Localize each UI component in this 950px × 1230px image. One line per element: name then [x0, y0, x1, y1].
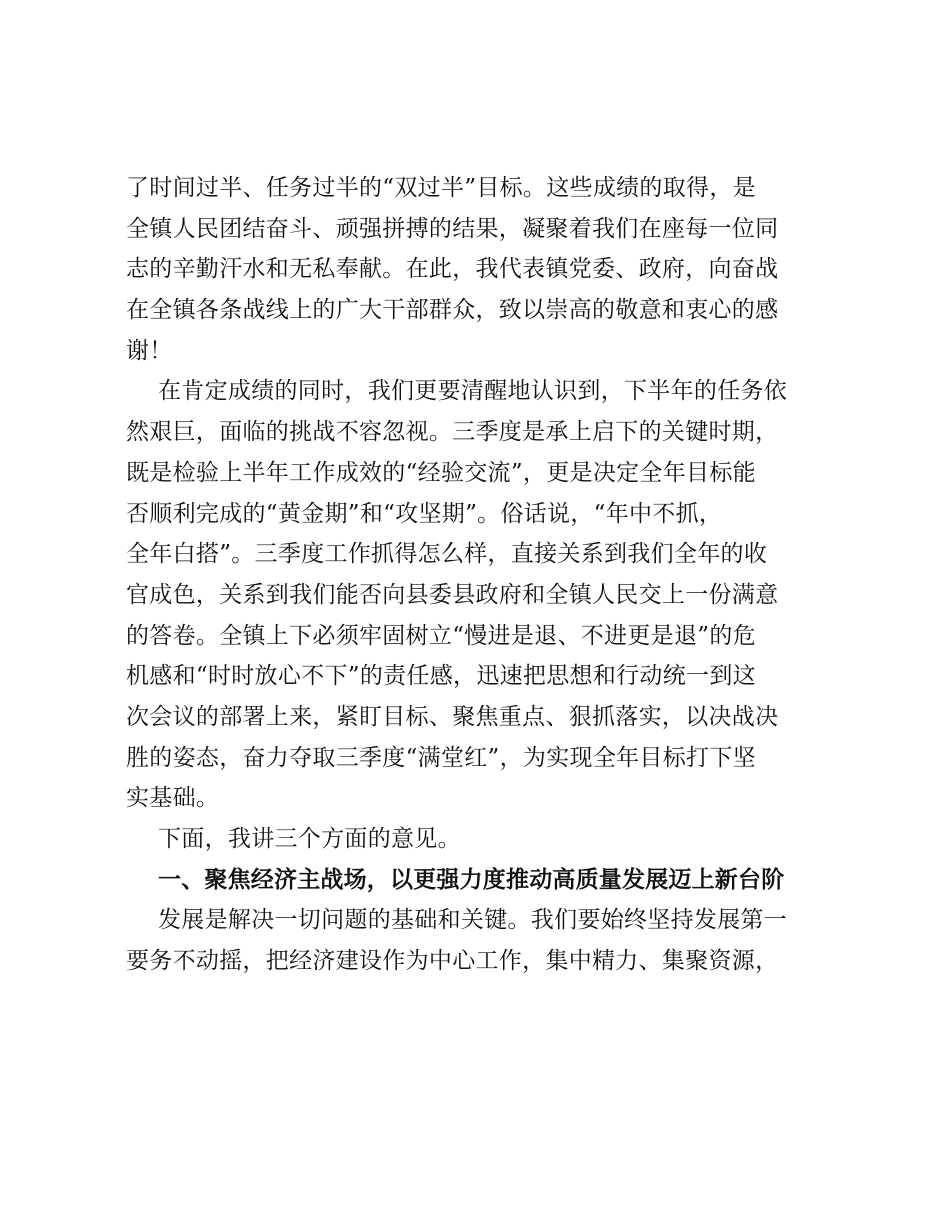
- text-line: 机感和“时时放心不下”的责任感，迅速把思想和行动统一到这: [126, 663, 756, 690]
- text-line: 要务不动摇，把经济建设作为中心工作，集中精力、集聚资源，: [126, 948, 779, 975]
- text-line: 下面，我讲三个方面的意见。: [158, 826, 461, 852]
- paragraph: [126, 900, 830, 981]
- text-line: 实基础。: [126, 785, 220, 812]
- text-line: 既是检验上半年工作成效的“经验交流”，更是决定全年目标能: [126, 459, 756, 486]
- text-line: 发展是解决一切问题的基础和关键。我们要始终坚持发展第一: [158, 907, 788, 934]
- paragraph: [126, 371, 830, 819]
- paragraph: [126, 168, 830, 371]
- text-line: 一、聚焦经济主战场，以更强力度推动高质量发展迈上新台阶: [158, 866, 785, 893]
- text-line: 谢！: [126, 337, 173, 364]
- text-line: 全年白搭”。三季度工作抓得怎么样，直接关系到我们全年的收: [126, 541, 768, 568]
- text-line: 志的辛勤汗水和无私奉献。在此，我代表镇党委、政府，向奋战: [126, 256, 779, 283]
- text-line: 胜的姿态，奋力夺取三季度“满堂红”，为实现全年目标打下坚: [126, 744, 756, 771]
- paragraph: [126, 819, 830, 860]
- text-line: 全镇人民团结奋斗、顽强拼搏的结果，凝聚着我们在座每一位同: [126, 215, 779, 242]
- document-body: [126, 168, 830, 982]
- text-line: 在全镇各条战线上的广大干部群众，致以崇高的敬意和衷心的感: [126, 297, 779, 324]
- text-line: 了时间过半、任务过半的“双过半”目标。这些成绩的取得，是: [126, 175, 756, 201]
- text-line: 的答卷。全镇上下必须牢固树立“慢进是退、不进更是退”的危: [126, 622, 756, 649]
- text-line: 否顺利完成的“黄金期”和“攻坚期”。俗话说，“年中不抓，: [126, 500, 723, 527]
- text-line: 次会议的部署上来，紧盯目标、聚焦重点、狠抓落实，以决战决: [126, 703, 779, 730]
- section-heading: [126, 860, 830, 901]
- text-line: 在肯定成绩的同时，我们更要清醒地认识到，下半年的任务依: [158, 378, 788, 405]
- text-line: 然艰巨，面临的挑战不容忽视。三季度是承上启下的关键时期，: [126, 419, 779, 446]
- text-line: 官成色，关系到我们能否向县委县政府和全镇人民交上一份满意: [126, 581, 779, 608]
